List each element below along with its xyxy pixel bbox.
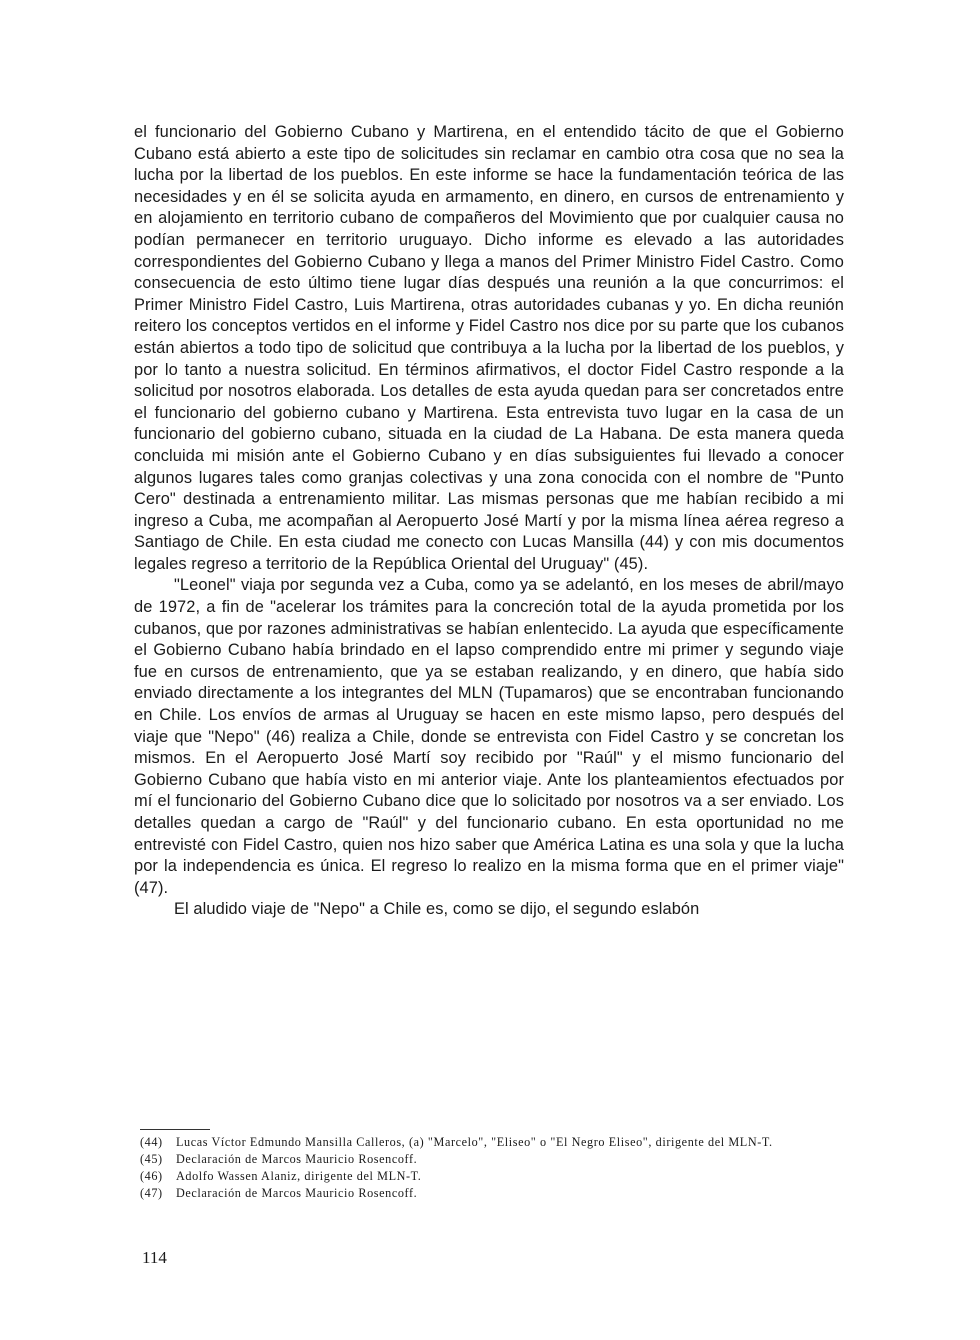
- footnote-text: Declaración de Marcos Mauricio Rosencoff.: [176, 1152, 418, 1166]
- page-number: 114: [142, 1248, 167, 1267]
- footnote-text: Lucas Víctor Edmundo Mansilla Calleros, (a) "Marcelo", "Eliseo" o "El Negro Eliseo", dirigente del MLN-T.: [176, 1135, 773, 1149]
- footnote-number: (47): [140, 1186, 163, 1200]
- footnotes: [140, 1134, 852, 1202]
- footnote-number: (45): [140, 1152, 163, 1166]
- footnote-44: [140, 1134, 852, 1151]
- footnote-text: Adolfo Wassen Alaniz, dirigente del MLN-T.: [176, 1169, 422, 1183]
- footnote-number: (44): [140, 1135, 163, 1149]
- paragraph-2: "Leonel" viaja por segunda vez a Cuba, como ya se adelantó, en los meses de abril/mayo de 1972, a fin de "acelerar los trámites para la concreción total de la ayuda prometida por los cubanos, que por razones administrativas se habían enlentecido. La ayuda que específicamente el Gobierno Cubano había brindado en el lapso comprendido entre mi primer y segundo viaje fue en cursos de entrenamiento, que ya se estaban realizando, y en dinero, que había sido enviado directamente a los integrantes del MLN (Tupamaros) que se encontraban funcionando en Chile. Los envíos de armas al Uruguay se hacen en este mismo lapso, pero después del viaje que "Nepo" (46) realiza a Chile, donde se entrevista con Fidel Castro y se concretan los mismos. En el Aeropuerto José Martí soy recibido por "Raúl" y el mismo funcionario del Gobierno Cubano que había visto en mi anterior viaje. Ante los planteamientos efectuados por mí el funcionario del Gobierno Cubano dice que lo solicitado por nosotros va a ser enviado. Los detalles quedan a cargo de "Raúl" y del funcionario cubano. En esta oportunidad no me entrevisté con Fidel Castro, quien nos hizo saber que América Latina es una sola y que la lucha por la independencia es única. El regreso lo realizo en la misma forma que en el primer viaje" (47).: [134, 576, 844, 897]
- body-text: [134, 122, 844, 921]
- footnote-separator: [140, 1129, 210, 1130]
- footnote-46: [140, 1168, 852, 1185]
- footnote-47: [140, 1185, 852, 1202]
- paragraph-3: El aludido viaje de "Nepo" a Chile es, como se dijo, el segundo eslabón: [174, 900, 700, 919]
- footnote-45: [140, 1151, 852, 1168]
- footnote-text: Declaración de Marcos Mauricio Rosencoff.: [176, 1186, 418, 1200]
- footnote-number: (46): [140, 1169, 163, 1183]
- paragraph-1: el funcionario del Gobierno Cubano y Martirena, en el entendido tácito de que el Gobierno Cubano está abierto a este tipo de solicitudes sin reclamar en cambio otra cosa que no sea la lucha por la libertad de los pueblos. En este informe se hace la fundamentación teórica de las necesidades y en él se solicita ayuda en armamento, en dinero, en cursos de entrenamiento y en alojamiento en territorio cubano de compañeros del Movimiento que por cualquier causa no podían permanecer en territorio uruguayo. Dicho informe es elevado a las autoridades correspondientes del Gobierno Cubano y llega a manos del Primer Ministro Fidel Castro. Como consecuencia de esto último tiene lugar días después una reunión a la que concurrimos: el Primer Ministro Fidel Castro, Luis Martirena, otras autoridades cubanas y yo. En dicha reunión reitero los conceptos vertidos en el informe y Fidel Castro nos dice por su parte que los cubanos están abiertos a todo tipo de solicitud que contribuya a la lucha por la libertad de los pueblos, y por lo tanto a nuestra solicitud. En términos afirmativos, el doctor Fidel Castro responde a la solicitud por nosotros elaborada. Los detalles de esta ayuda quedan para ser concretados entre el funcionario del gobierno cubano y Martirena. Esta entrevista tuvo lugar en la casa de un funcionario del gobierno cubano, situada en la ciudad de La Habana. De esta manera queda concluida mi misión ante el Gobierno Cubano y en días subsiguientes fui llevado a conocer algunos lugares tales como granjas colectivas y una zona conocida con el nombre de "Punto Cero" destinada a entrenamiento militar. Las mismas personas que me habían recibido a mi ingreso a Cuba, me acompañan al Aeropuerto José Martí y por la misma línea aérea regreso a Santiago de Chile. En esta ciudad me conecto con Lucas Mansilla (44) y con mis documentos legales regreso a territorio de la República Oriental del Uruguay" (45).: [134, 123, 844, 573]
